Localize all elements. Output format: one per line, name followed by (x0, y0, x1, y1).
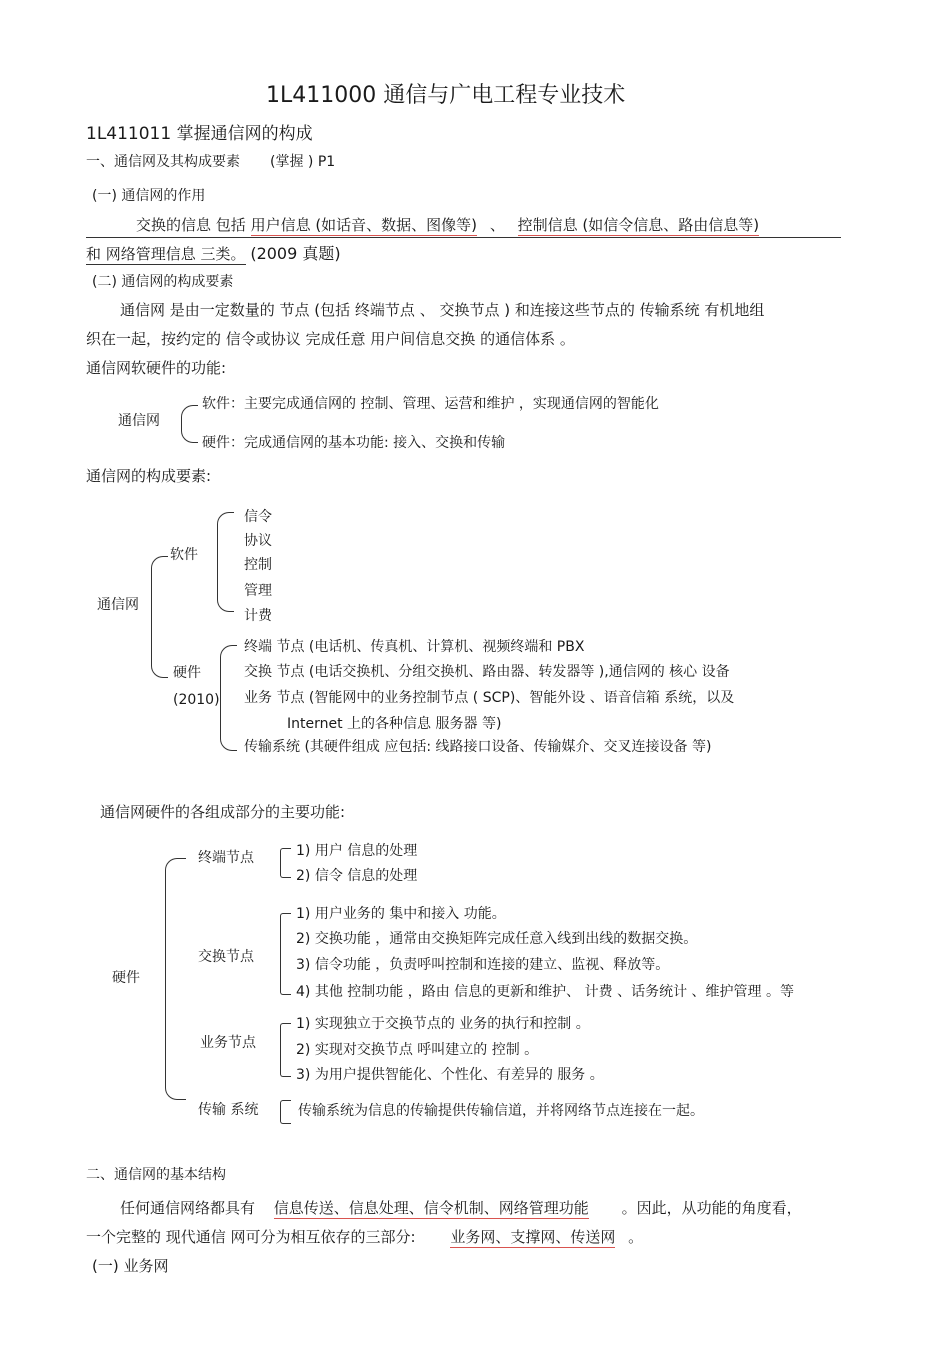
swhw-heading: 通信网软硬件的功能: (86, 359, 227, 377)
section-heading: 1L411011 掌握通信网的构成 (86, 124, 313, 144)
hw-service-node-line1: 业务 节点 (智能网中的业务控制节点 ( SCP)、智能外设 、语音信箱 系统，以及 (244, 690, 735, 706)
para1-text-a: 交换的信息 包括 (136, 216, 246, 234)
para1-sep: 、 (489, 216, 505, 234)
transport-func-1: 传输系统为信息的传输提供传输信道，并将网络节点连接在一起。 (298, 1103, 704, 1119)
hw-transport-system: 传输系统 (其硬件组成 应包括: 线路接口设备、传输媒介、交叉连接设备 等) (244, 739, 712, 755)
tree-hardware-year: (2010) (173, 692, 220, 708)
tree-hardware-label: 硬件 (173, 665, 201, 681)
terminal-node-label: 终端节点 (198, 850, 254, 866)
switch-node-label: 交换节点 (198, 949, 254, 965)
page-title: 1L411000 通信与广电工程专业技术 (266, 83, 626, 108)
sw-item-control: 控制 (244, 557, 272, 573)
hw-service-node-line2: Internet 上的各种信息 服务器 等) (287, 716, 502, 732)
sw-item-protocol: 协议 (244, 533, 272, 549)
network-functions-phrase: 信息传送、信息处理、信令机制、网络管理功能 (273, 1199, 589, 1217)
para1-mgmt-info: 和 网络管理信息 三类。 (86, 245, 246, 263)
switch-node-bracket (280, 913, 291, 995)
part1-tag: (掌握 ) P1 (270, 154, 336, 170)
sw-item-management: 管理 (244, 583, 272, 599)
hw-switch-node: 交换 节点 (电话交换机、分组交换机、路由器、转发器等 ),通信网的 核心 设备 (244, 664, 730, 680)
service-node-label: 业务节点 (200, 1035, 256, 1051)
service-node-bracket (280, 1023, 291, 1077)
hw-terminal-node: 终端 节点 (电话机、传真机、计算机、视频终端和 PBX (244, 639, 585, 655)
para2-line1: 通信网 是由一定数量的 节点 (包括 终端节点 、 交换节点 ) 和连接这些节点的 传输系统 有机地组 (120, 301, 765, 319)
sw-item-billing: 计费 (244, 608, 272, 624)
switch-func-2: 2) 交换功能 ，通常由交换矩阵完成任意入线到出线的数据交换。 (296, 931, 698, 947)
tree-software-label: 软件 (170, 547, 198, 563)
part2-line2-a: 一个完整的 现代通信 网可分为相互依存的三部分: (86, 1228, 416, 1246)
part2-line1-c: 。因此，从功能的角度看， (621, 1199, 802, 1217)
swhw-bracket (181, 405, 198, 443)
para1-exam-tag: (2009 真题) (250, 244, 341, 263)
tree-software-bracket (217, 512, 234, 612)
terminal-func-1: 1) 用户 信息的处理 (296, 843, 418, 859)
para2-line2: 织在一起，按约定的 信令或协议 完成任意 用户间信息交换 的通信体系 。 (86, 330, 575, 348)
sub1-heading: (一) 通信网的作用 (92, 188, 206, 204)
part2-line2 (86, 1227, 643, 1247)
switch-func-1: 1) 用户业务的 集中和接入 功能。 (296, 906, 506, 922)
hwfunc-root-bracket (165, 858, 186, 1100)
transport-system-bracket (280, 1100, 291, 1124)
sw-function-line: 软件：主要完成通信网的 控制、管理、运营和维护 ，实现通信网的智能化 (202, 396, 659, 412)
swhw-root-label: 通信网 (118, 413, 160, 429)
service-func-2: 2) 实现对交换节点 呼叫建立的 控制 。 (296, 1042, 539, 1058)
sw-item-signaling: 信令 (244, 509, 272, 525)
part1-heading: 一、通信网及其构成要素 (86, 154, 240, 170)
sub2-heading: (二) 通信网的构成要素 (92, 274, 234, 290)
transport-system-label: 传输 系统 (198, 1102, 259, 1118)
para1-line2 (86, 244, 341, 264)
hwfunc-heading: 通信网硬件的各组成部分的主要功能: (100, 803, 346, 821)
part2-heading: 二、通信网的基本结构 (86, 1167, 226, 1183)
tree-root-label: 通信网 (97, 597, 139, 613)
switch-func-3: 3) 信令功能 ，负责呼叫控制和连接的建立、监视、释放等。 (296, 957, 670, 973)
part2-line2-c: 。 (628, 1228, 644, 1246)
elements-heading: 通信网的构成要素: (86, 467, 212, 485)
terminal-node-bracket (280, 848, 291, 878)
tree-root-bracket (151, 556, 168, 678)
hwfunc-root-label: 硬件 (112, 970, 140, 986)
para1-user-info: 用户信息 (如话音、数据、图像等) (250, 216, 478, 234)
switch-func-4: 4) 其他 控制功能 ，路由 信息的更新和维护、 计费 、话务统计 、维护管理 。等 (296, 984, 794, 1000)
part2-line1-a: 任何通信网络都具有 (120, 1199, 256, 1217)
terminal-func-2: 2) 信令 信息的处理 (296, 868, 418, 884)
service-func-3: 3) 为用户提供智能化、个性化、有差异的 服务 。 (296, 1067, 604, 1083)
hw-function-line: 硬件：完成通信网的基本功能: 接入、交换和传输 (202, 435, 506, 451)
service-func-1: 1) 实现独立于交换节点的 业务的执行和控制 。 (296, 1016, 590, 1032)
three-networks-phrase: 业务网、支撑网、传送网 (450, 1228, 616, 1246)
para1-control-info: 控制信息 (如信令信息、路由信息等) (517, 216, 760, 234)
part2-sub1-heading: (一) 业务网 (92, 1257, 169, 1275)
para1-line1 (86, 215, 841, 238)
part2-line1 (120, 1198, 802, 1218)
tree-hardware-bracket (220, 645, 237, 751)
